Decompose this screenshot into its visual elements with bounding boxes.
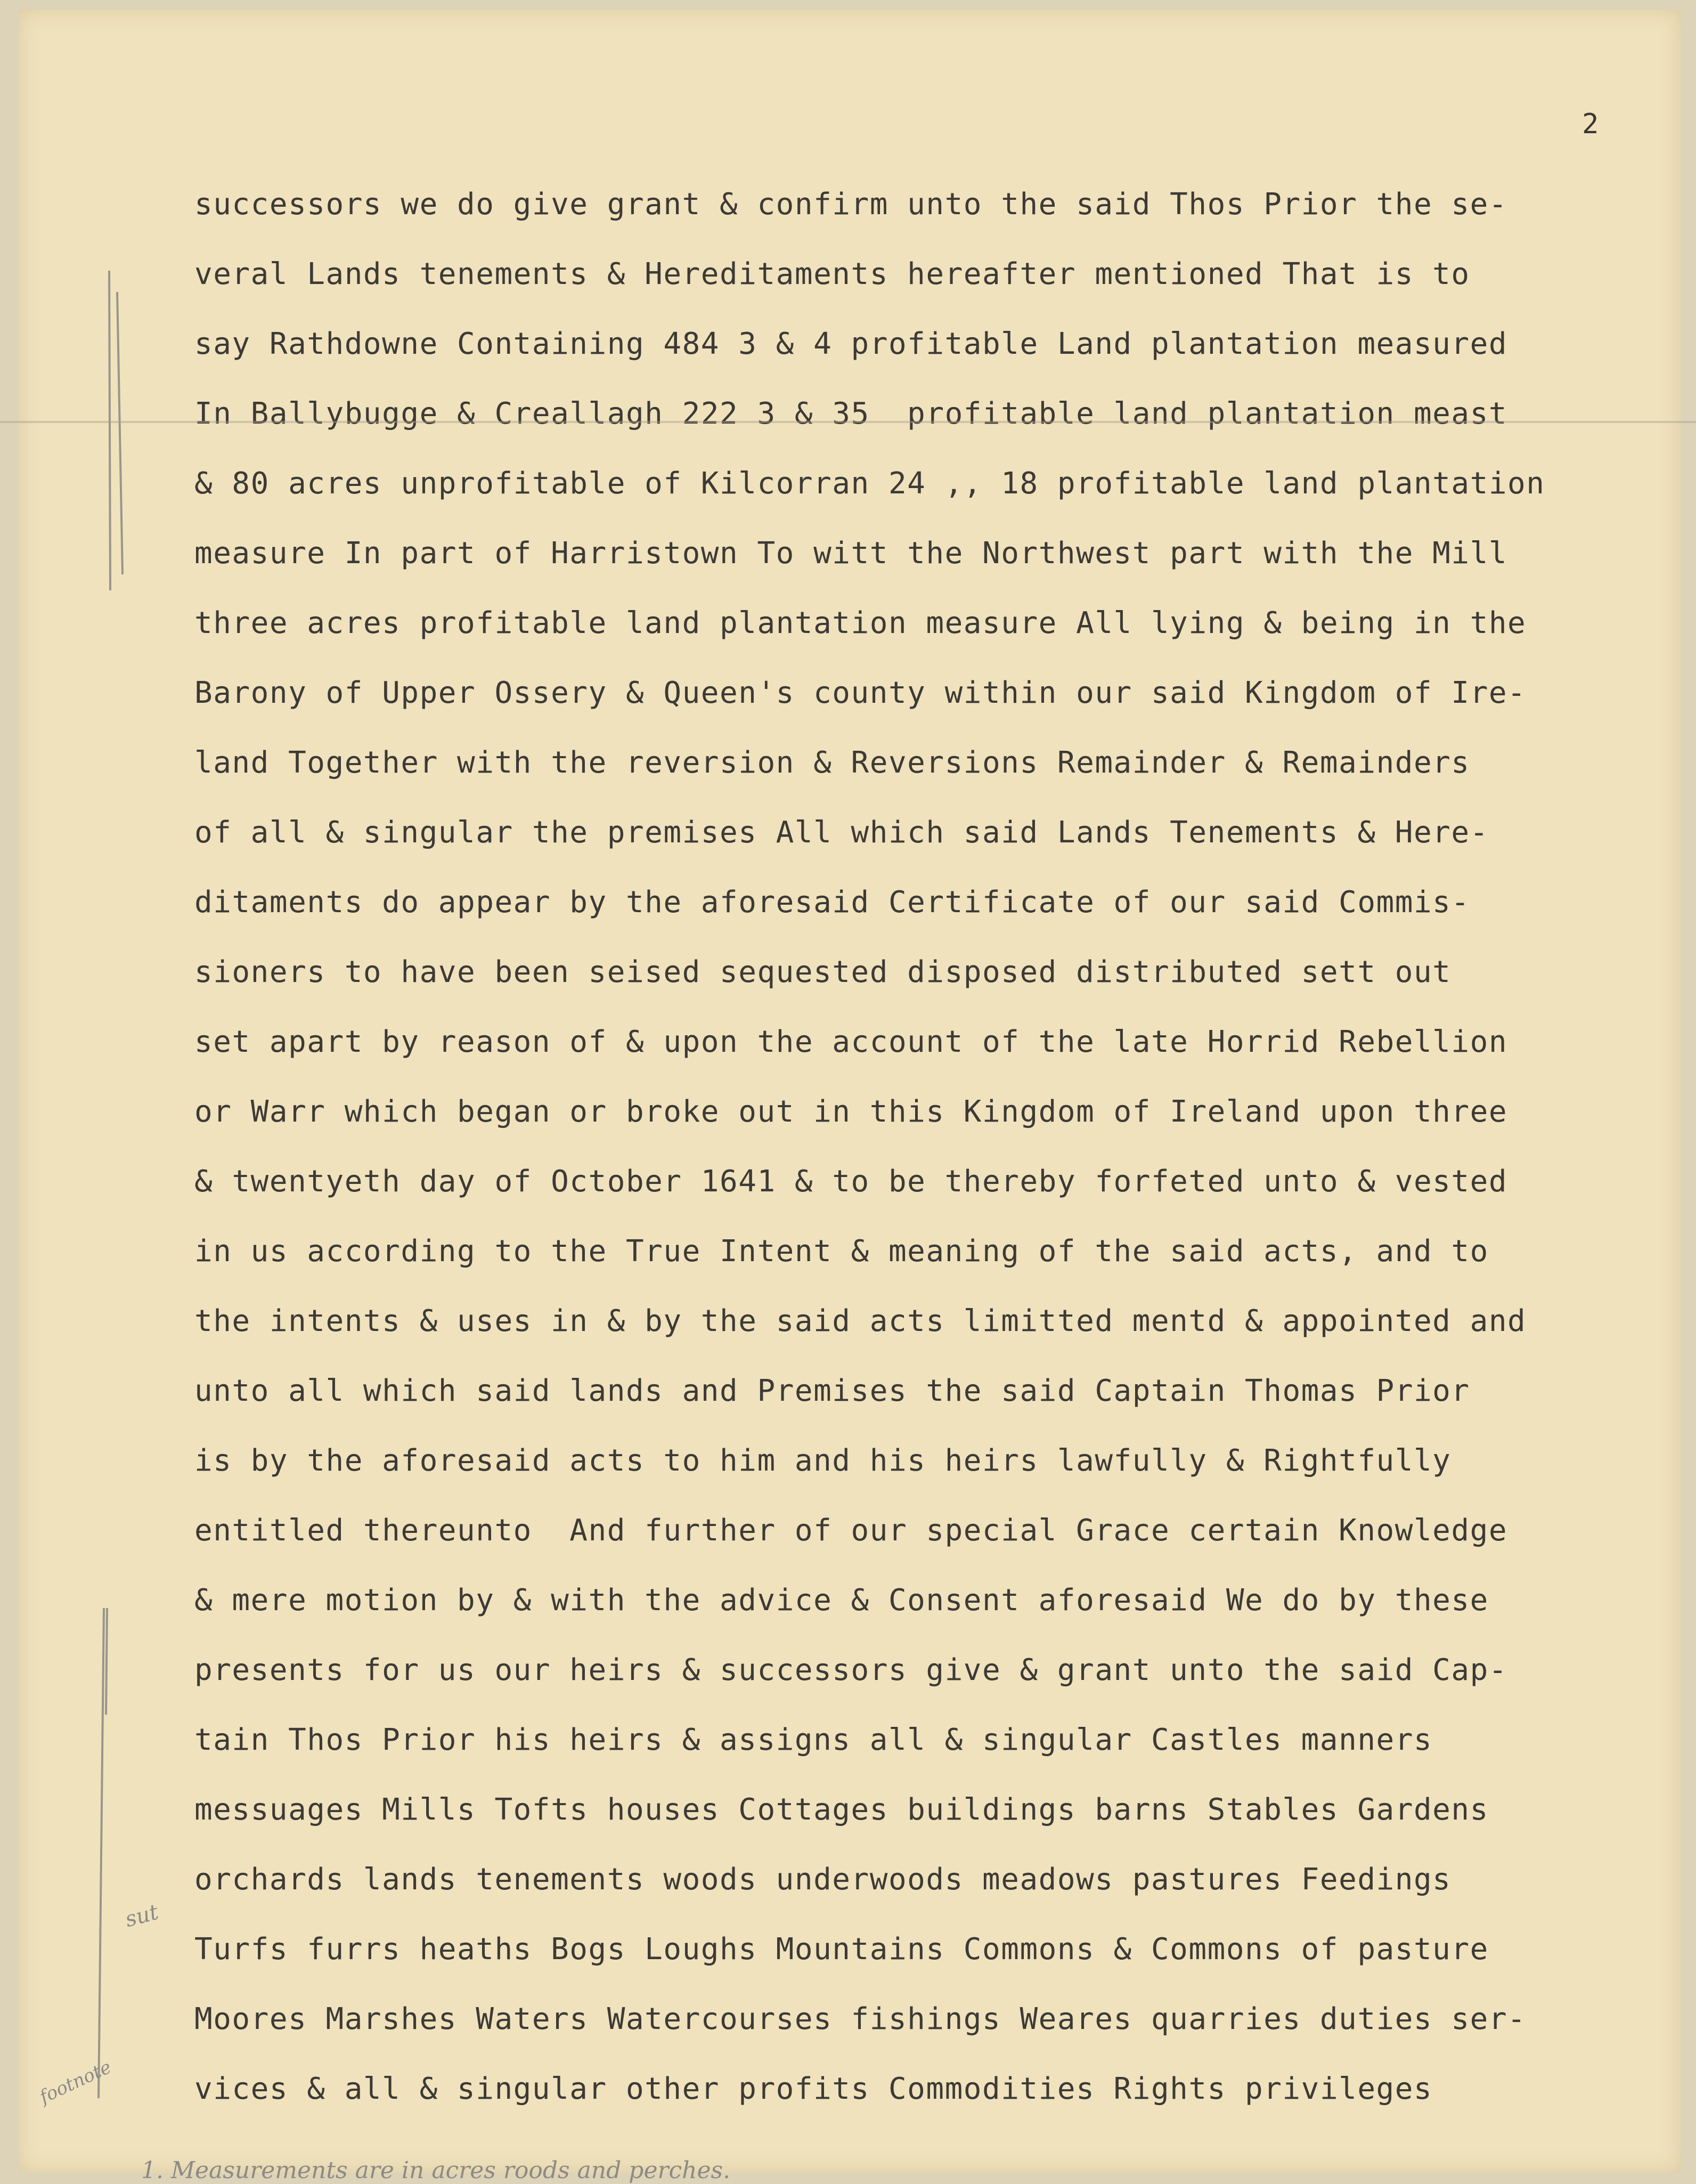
text-line: ditaments do appear by the aforesaid Certificate of our said Commis-	[194, 885, 1470, 920]
pencil-bracket-mark	[99, 271, 131, 590]
pencil-margin-line	[88, 1608, 115, 2098]
text-line: orchards lands tenements woods underwoods meadows pastures Feedings	[194, 1862, 1452, 1897]
text-line: vices & all & singular other profits Commodities Rights privileges	[194, 2072, 1433, 2106]
text-line: sioners to have been seised sequested disposed distributed sett out	[194, 955, 1452, 989]
text-line: the intents & uses in & by the said acts limitted mentd & appointed and	[194, 1304, 1527, 1338]
text-line: tain Thos Prior his heirs & assigns all & singular Castles manners	[194, 1723, 1433, 1757]
text-line: Moores Marshes Waters Watercourses fishings Weares quarries duties ser-	[194, 2002, 1527, 2036]
text-line: is by the aforesaid acts to him and his heirs lawfully & Rightfully	[194, 1443, 1452, 1478]
text-line: successors we do give grant & confirm unto the said Thos Prior the se-	[194, 187, 1508, 222]
fold-crease	[0, 421, 1696, 423]
text-line: in us according to the True Intent & meaning of the said acts, and to	[194, 1234, 1489, 1269]
text-line: In Ballybugge & Creallagh 222 3 & 35 profitable land plantation meast	[194, 396, 1508, 431]
text-line: presents for us our heirs & successors give & grant unto the said Cap-	[194, 1653, 1508, 1687]
margin-note-sut: sut	[123, 1899, 161, 1933]
text-line: measure In part of Harristown To witt the Northwest part with the Mill	[194, 536, 1508, 571]
text-line: & 80 acres unprofitable of Kilcorran 24 ,, 18 profitable land plantation	[194, 466, 1545, 501]
text-line: three acres profitable land plantation measure All lying & being in the	[194, 606, 1527, 640]
text-line: veral Lands tenements & Hereditaments hereafter mentioned That is to	[194, 257, 1470, 291]
text-line: Barony of Upper Ossery & Queen's county within our said Kingdom of Ire-	[194, 676, 1527, 710]
text-line: set apart by reason of & upon the account of the late Horrid Rebellion	[194, 1025, 1508, 1059]
text-line: of all & singular the premises All which said Lands Tenements & Here-	[194, 815, 1489, 850]
text-line: or Warr which began or broke out in this Kingdom of Ireland upon three	[194, 1094, 1508, 1129]
text-line: say Rathdowne Containing 484 3 & 4 profitable Land plantation measured	[194, 327, 1508, 361]
text-line: entitled thereunto And further of our special Grace certain Knowledge	[194, 1513, 1508, 1548]
typescript-page	[19, 10, 1681, 2184]
text-line: land Together with the reversion & Reversions Remainder & Remainders	[194, 745, 1470, 780]
page-number: 2	[1582, 108, 1599, 140]
margin-note-footnote: footnote	[36, 2056, 115, 2108]
footnote: 1. Measurements are in acres roods and perches.	[141, 2157, 731, 2184]
text-line: Turfs furrs heaths Bogs Loughs Mountains Commons & Commons of pasture	[194, 1932, 1489, 1967]
body-text	[194, 169, 1686, 2124]
text-line: unto all which said lands and Premises the said Captain Thomas Prior	[194, 1374, 1470, 1408]
text-line: & twentyeth day of October 1641 & to be thereby forfeted unto & vested	[194, 1164, 1508, 1199]
text-line: & mere motion by & with the advice & Consent aforesaid We do by these	[194, 1583, 1489, 1618]
text-line: messuages Mills Tofts houses Cottages buildings barns Stables Gardens	[194, 1792, 1489, 1827]
